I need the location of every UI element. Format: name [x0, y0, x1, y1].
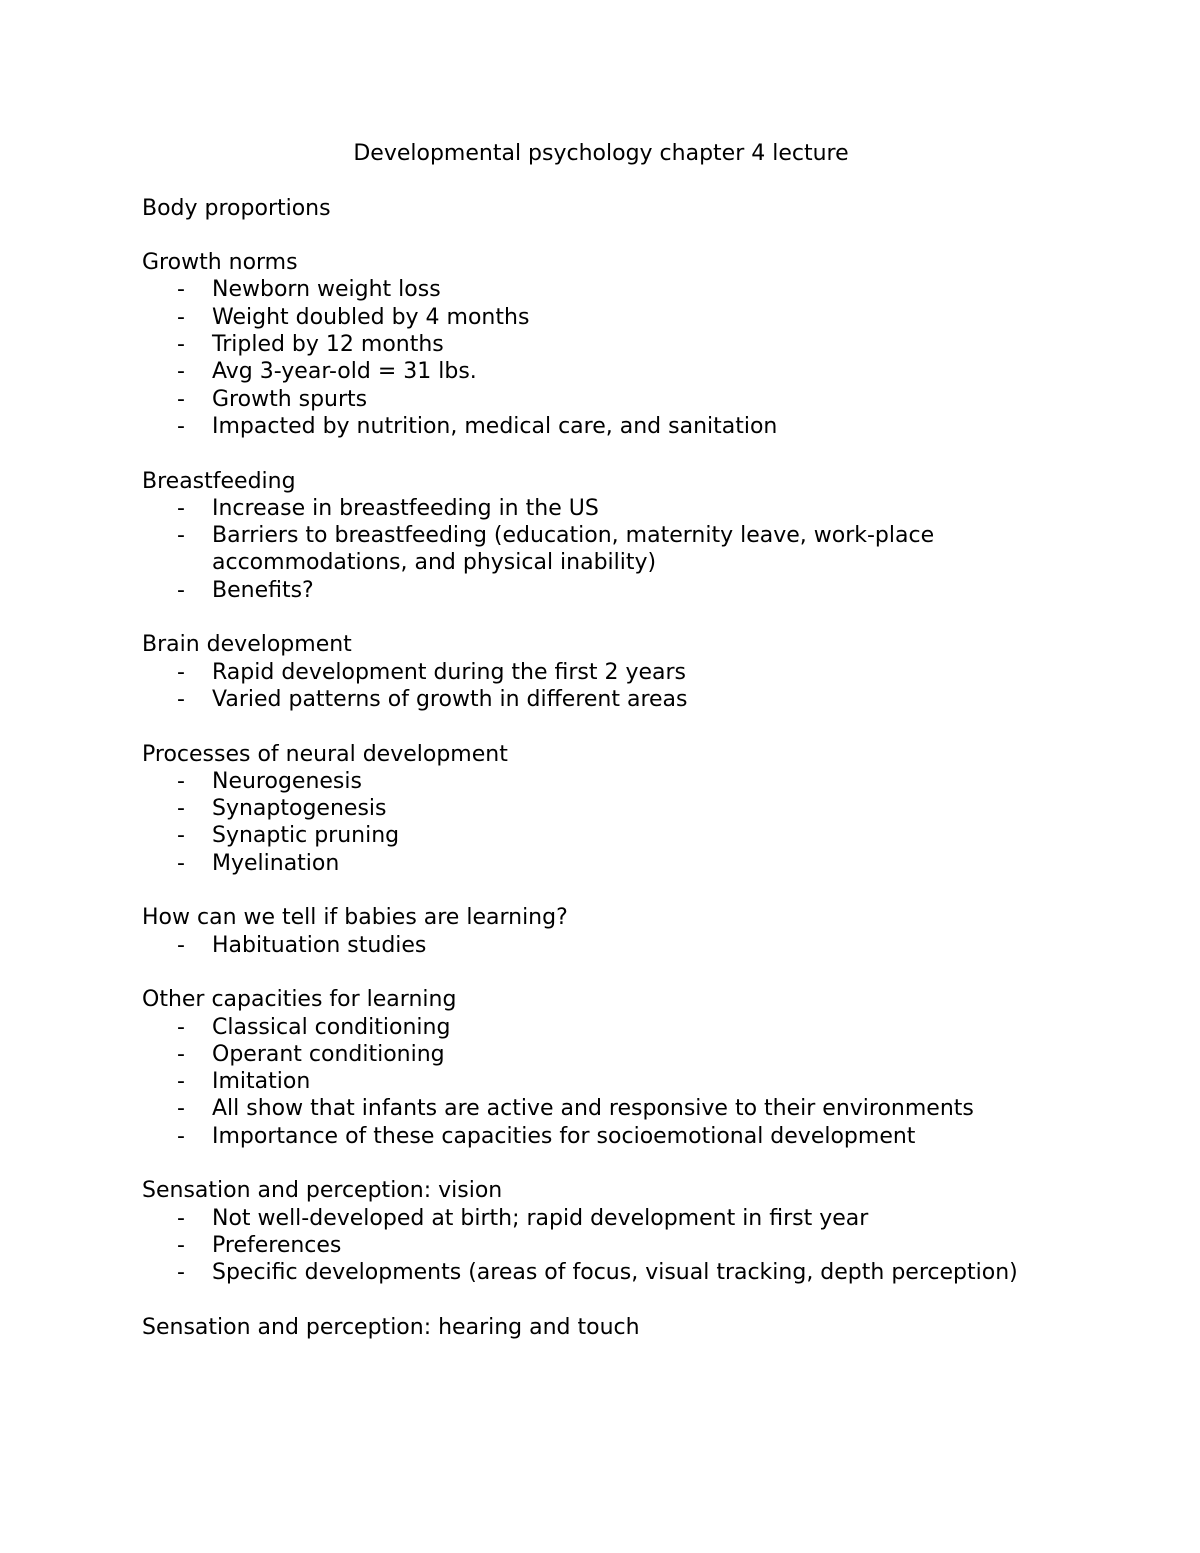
bullet-marker: -: [177, 386, 185, 412]
bullet-item: [142, 659, 1060, 686]
spacer: [142, 1286, 1062, 1313]
bullet-marker: -: [177, 332, 185, 358]
bullet-marker: -: [177, 823, 185, 849]
spacer: [142, 713, 1062, 740]
bullet-text: Classical conditioning: [212, 1014, 451, 1040]
bullet-list: [142, 276, 1062, 440]
bullet-marker: -: [177, 768, 185, 794]
bullet-marker: -: [177, 932, 185, 958]
bullet-marker: -: [177, 304, 185, 330]
section-heading: Breastfeeding: [142, 468, 296, 494]
bullet-marker: -: [177, 359, 185, 385]
bullet-text: Varied patterns of growth in different areas: [212, 686, 688, 712]
bullet-item: [142, 822, 1060, 849]
bullet-marker: -: [177, 1041, 185, 1067]
bullet-text: Rapid development during the first 2 years: [212, 659, 687, 685]
bullet-item: [142, 522, 1060, 577]
bullet-item: [142, 1123, 1060, 1150]
section: [142, 249, 1062, 467]
document-page: [142, 140, 1062, 1341]
section: [142, 904, 1062, 986]
bullet-marker: -: [177, 1260, 185, 1286]
bullet-marker: -: [177, 796, 185, 822]
bullet-item: [142, 932, 1060, 959]
bullet-item: [142, 850, 1060, 877]
bullet-list: [142, 768, 1062, 877]
bullet-item: [142, 686, 1060, 713]
bullet-item: [142, 304, 1060, 331]
spacer: [142, 604, 1062, 631]
bullet-text: Avg 3-year-old = 31 lbs.: [212, 359, 477, 385]
bullet-item: [142, 1095, 1060, 1122]
bullet-text: Synaptogenesis: [212, 796, 387, 822]
bullet-item: [142, 358, 1060, 385]
bullet-text: Increase in breastfeeding in the US: [212, 495, 599, 521]
bullet-item: [142, 1232, 1060, 1259]
spacer: [142, 877, 1062, 904]
bullet-text: Newborn weight loss: [212, 277, 441, 303]
section-heading: Sensation and perception: hearing and touch: [142, 1314, 640, 1340]
spacer: [142, 167, 1062, 194]
bullet-list: [142, 1205, 1062, 1287]
section-heading: Sensation and perception: vision: [142, 1178, 503, 1204]
bullet-marker: -: [177, 1232, 185, 1258]
bullet-item: [142, 1068, 1060, 1095]
bullet-text: Tripled by 12 months: [212, 332, 444, 358]
bullet-item: [142, 577, 1060, 604]
bullet-list: [142, 1014, 1062, 1150]
bullet-item: [142, 386, 1060, 413]
bullet-marker: -: [177, 1096, 185, 1122]
bullet-marker: -: [177, 850, 185, 876]
section: [142, 195, 1062, 250]
spacer: [142, 440, 1062, 467]
bullet-text: Preferences: [212, 1232, 342, 1258]
bullet-marker: -: [177, 1069, 185, 1095]
bullet-marker: -: [177, 659, 185, 685]
bullet-item: [142, 495, 1060, 522]
bullet-marker: -: [177, 277, 185, 303]
section-heading: Brain development: [142, 632, 352, 658]
bullet-item: [142, 795, 1060, 822]
bullet-marker: -: [177, 1014, 185, 1040]
bullet-item: [142, 331, 1060, 358]
document-title: Developmental psychology chapter 4 lecture: [353, 141, 849, 166]
bullet-text: Impacted by nutrition, medical care, and sanitation: [212, 413, 778, 439]
bullet-text: Operant conditioning: [212, 1041, 445, 1067]
bullet-marker: -: [177, 523, 185, 549]
section: [142, 631, 1062, 740]
bullet-marker: -: [177, 686, 185, 712]
document-body: [142, 195, 1062, 1341]
bullet-marker: -: [177, 1205, 185, 1231]
section: [142, 1314, 1062, 1341]
bullet-text: All show that infants are active and responsive to their environments: [212, 1096, 974, 1122]
section-heading: Other capacities for learning: [142, 987, 457, 1013]
section: [142, 1177, 1062, 1313]
section-heading: Processes of neural development: [142, 741, 508, 767]
bullet-item: [142, 1041, 1060, 1068]
section: [142, 741, 1062, 905]
spacer: [142, 959, 1062, 986]
bullet-text: Growth spurts: [212, 386, 368, 412]
bullet-marker: -: [177, 495, 185, 521]
bullet-list: [142, 659, 1062, 714]
bullet-item: [142, 1205, 1060, 1232]
section: [142, 986, 1062, 1177]
bullet-text: Not well-developed at birth; rapid development in first year: [212, 1205, 869, 1231]
bullet-item: [142, 413, 1060, 440]
bullet-marker: -: [177, 1123, 185, 1149]
bullet-item: [142, 276, 1060, 303]
bullet-marker: -: [177, 577, 185, 603]
section: [142, 468, 1062, 632]
bullet-text: Weight doubled by 4 months: [212, 304, 530, 330]
spacer: [142, 222, 1062, 249]
bullet-text: Synaptic pruning: [212, 823, 400, 849]
bullet-text: Imitation: [212, 1069, 311, 1095]
bullet-text: Habituation studies: [212, 932, 427, 958]
bullet-text: Importance of these capacities for socioemotional development: [212, 1123, 916, 1149]
section-heading: Growth norms: [142, 250, 298, 276]
section-heading: Body proportions: [142, 195, 331, 221]
bullet-item: [142, 1259, 1060, 1286]
bullet-text: Benefits?: [212, 577, 314, 603]
section-heading: How can we tell if babies are learning?: [142, 905, 568, 931]
bullet-marker: -: [177, 413, 185, 439]
bullet-text: Myelination: [212, 850, 340, 876]
bullet-text: Neurogenesis: [212, 768, 362, 794]
bullet-text: Specific developments (areas of focus, visual tracking, depth perception): [212, 1260, 1018, 1286]
bullet-item: [142, 768, 1060, 795]
bullet-list: [142, 495, 1062, 604]
bullet-list: [142, 932, 1062, 959]
spacer: [142, 1150, 1062, 1177]
bullet-item: [142, 1014, 1060, 1041]
bullet-text: Barriers to breastfeeding (education, maternity leave, work-place accommodations, and physical inability): [212, 523, 935, 576]
